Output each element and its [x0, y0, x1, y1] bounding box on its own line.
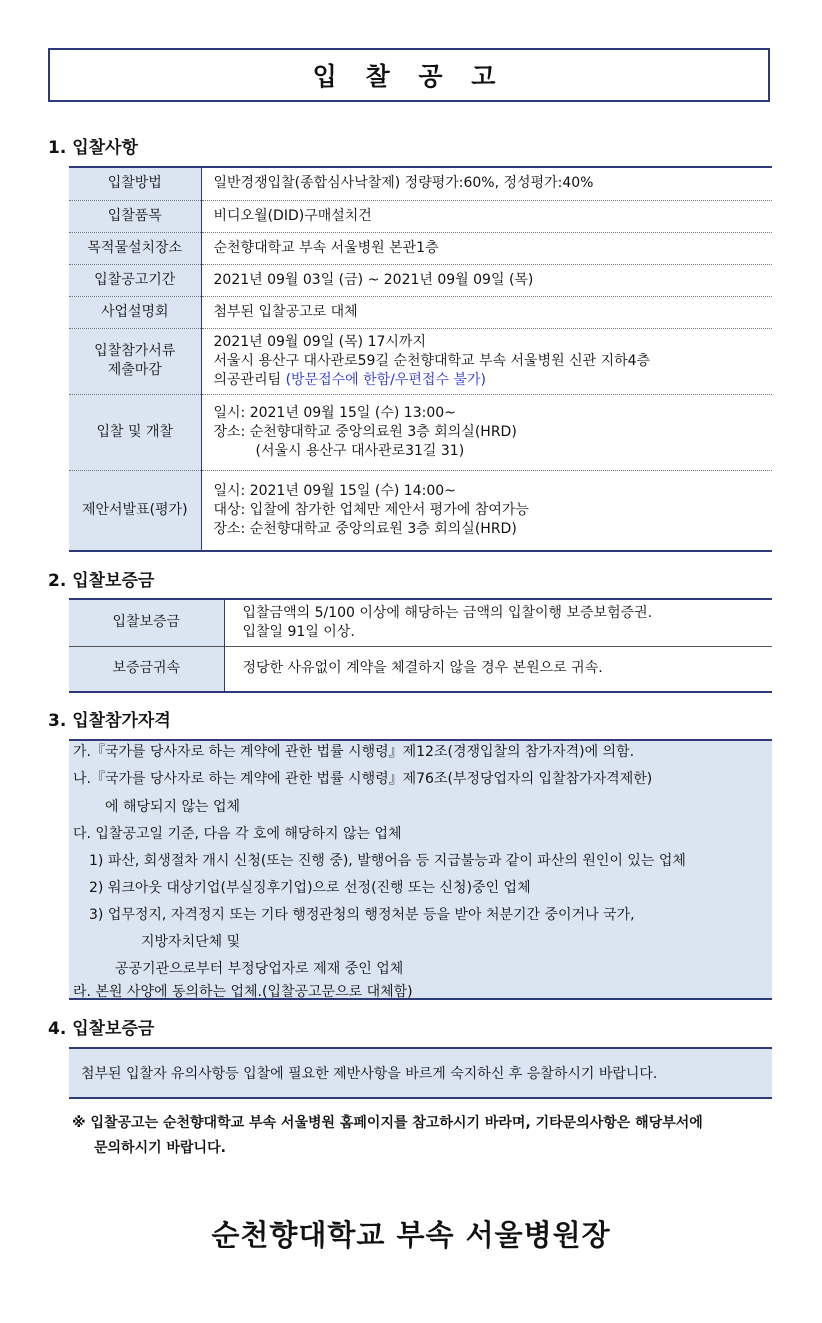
row-label: 입찰공고기간 [69, 264, 201, 296]
row-label [69, 328, 201, 394]
highlight-text: (방문접수에 한함/우편접수 불가) [285, 371, 486, 388]
row-label: 사업설명회 [69, 296, 201, 328]
row-label: 목적물설치장소 [69, 232, 201, 264]
value-line: 입찰일 91일 이상. [242, 623, 355, 640]
section2-heading: 2. 입찰보증금 [48, 571, 155, 591]
value-line: (서울시 용산구 대사관로31길 31) [255, 442, 465, 459]
value-text: 의공관리팀 [213, 371, 286, 388]
row-label: 입찰 및 개찰 [69, 394, 201, 470]
list-item: 라. 본원 사양에 동의하는 업체.(입찰공고문으로 대체함) [73, 984, 413, 1000]
row-value: 비디오월(DID)구매설치건 [201, 200, 772, 232]
row-value: 순천향대학교 부속 서울병원 본관1층 [201, 232, 772, 264]
section4-text: 첨부된 입찰자 유의사항등 입찰에 필요한 제반사항을 바르게 숙지하신 후 응찰하시기 바랍니다. [81, 1066, 658, 1082]
row-label: 제안서발표(평가) [69, 470, 201, 550]
value-line: 장소: 순천향대학교 중앙의료원 3층 회의실(HRD) [213, 423, 517, 440]
value-line: 대상: 입찰에 참가한 업체만 제안서 평가에 참여가능 [213, 501, 529, 518]
row-value [224, 600, 772, 646]
notice-note [72, 1111, 772, 1161]
page-title: 입 찰 공 고 [48, 48, 770, 102]
section4-heading: 4. 입찰보증금 [48, 1019, 155, 1039]
section4-box [69, 1047, 772, 1099]
list-item: 공공기관으로부터 부정당업자로 제재 중인 업체 [115, 961, 404, 977]
table-row [69, 470, 772, 550]
row-label: 입찰방법 [69, 168, 201, 200]
table-row [69, 200, 772, 232]
value-line: 일시: 2021년 09월 15일 (수) 13:00~ [213, 404, 456, 421]
section2-table [69, 598, 772, 693]
section3-heading: 3. 입찰참가자격 [48, 711, 171, 731]
list-item: 1) 파산, 회생절차 개시 신청(또는 진행 중), 발행어음 등 지급불능과 같이 파산의 원인이 있는 업체 [89, 853, 686, 869]
section1-heading: 1. 입찰사항 [48, 138, 138, 158]
value-line: 서울시 용산구 대사관로59길 순천향대학교 부속 서울병원 신관 지하4층 [213, 352, 651, 369]
list-item: 3) 업무정지, 자격정지 또는 기타 행정관청의 행정처분 등을 받아 처분기간 중이거나 국가, [89, 907, 635, 923]
row-label: 입찰품목 [69, 200, 201, 232]
table-row [69, 646, 772, 691]
value-line: 장소: 순천향대학교 중앙의료원 3층 회의실(HRD) [213, 520, 517, 537]
table-row [69, 168, 772, 200]
table-row [69, 232, 772, 264]
signature: 순천향대학교 부속 서울병원장 [211, 1218, 611, 1252]
note-line: 문의하시기 바랍니다. [94, 1140, 226, 1156]
row-value: 첨부된 입찰공고로 대체 [201, 296, 772, 328]
row-value [201, 470, 772, 550]
list-item: 2) 워크아웃 대상기업(부실징후기업)으로 선정(진행 또는 신청)중인 업체 [89, 880, 531, 896]
list-item: 나.『국가를 당사자로 하는 계약에 관한 법률 시행령』제76조(부정당업자의 입찰참가자격제한) [73, 771, 653, 787]
list-item: 다. 입찰공고일 기준, 다음 각 호에 해당하지 않는 업체 [73, 826, 402, 842]
note-line: ※ 입찰공고는 순천향대학교 부속 서울병원 홈페이지를 참고하시기 바라며, 기타문의사항은 해당부서에 [72, 1115, 703, 1131]
table-row [69, 296, 772, 328]
section1-table [69, 166, 772, 552]
row-value: 정당한 사유없이 계약을 체결하지 않을 경우 본원으로 귀속. [224, 646, 772, 691]
value-line: 2021년 09월 09일 (목) 17시까지 [213, 333, 426, 350]
label-line: 입찰참가서류 [94, 343, 176, 359]
row-label: 입찰보증금 [69, 600, 224, 646]
list-item: 에 해당되지 않는 업체 [105, 799, 241, 815]
table-row [69, 394, 772, 470]
value-line: 일시: 2021년 09월 15일 (수) 14:00~ [213, 482, 456, 499]
list-item: 가.『국가를 당사자로 하는 계약에 관한 법률 시행령』제12조(경쟁입찰의 참가자격)에 의함. [73, 744, 635, 760]
row-value [201, 328, 772, 394]
label-line: 제출마감 [107, 362, 162, 378]
list-item: 지방자치단체 및 [141, 934, 241, 950]
value-line: 입찰금액의 5/100 이상에 해당하는 금액의 입찰이행 보증보험증권. [242, 604, 653, 621]
row-value: 2021년 09월 03일 (금) ~ 2021년 09월 09일 (목) [201, 264, 772, 296]
table-row [69, 600, 772, 646]
table-row [69, 264, 772, 296]
table-row [69, 328, 772, 394]
value-line [214, 371, 761, 390]
row-value [201, 394, 772, 470]
row-value: 일반경쟁입찰(종합심사낙찰제) 정량평가:60%, 정성평가:40% [213, 175, 594, 192]
section3-box [69, 739, 772, 1000]
row-label: 보증금귀속 [69, 646, 224, 691]
